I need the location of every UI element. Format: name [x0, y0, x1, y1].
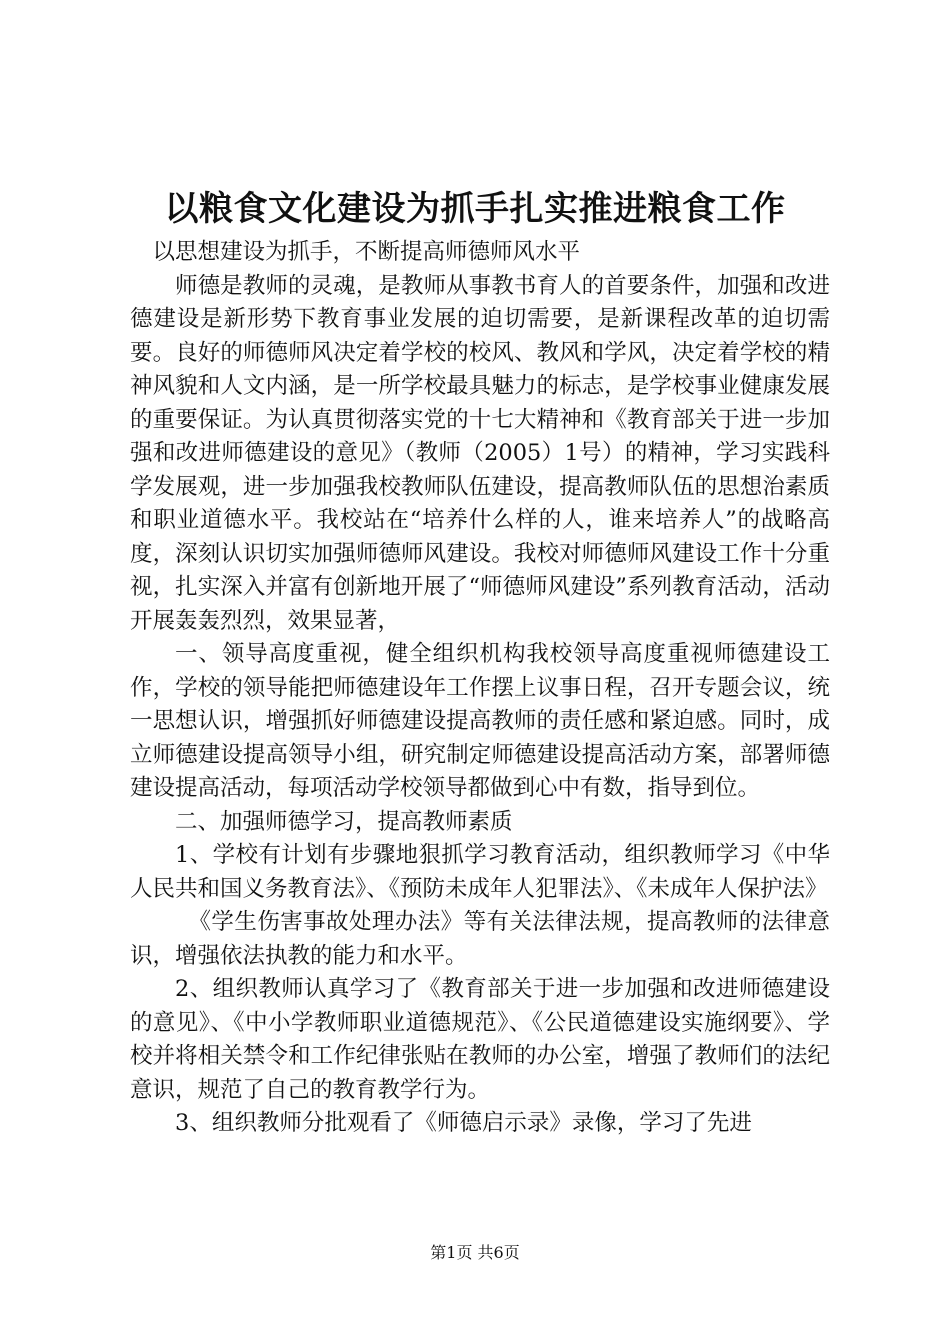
paragraph-leadership: 一、领导高度重视，健全组织机构我校领导高度重视师德建设工作，学校的领导能把师德建设年工作摆上议事日程，召开专题会议，统一思想认识，增强抓好师德建设提高教师的责任感和紧迫感。同时，成立师德建设提高领导小组，研究制定师德建设提高活动方案，部署师德建设提高活动，每项活动学校领导都做到心中有数，指导到位。 [130, 641, 830, 801]
paragraph-study-1-cont: 《学生伤害事故处理办法》等有关法律法规，提高教师的法律意识，增强依法执教的能力和水平。 [130, 909, 830, 969]
page-number: 第1页 共6页 [430, 1243, 520, 1262]
section-subtitle: 以思想建设为抓手，不断提高师德师风水平 [152, 239, 581, 265]
paragraph-study-3: 3、组织教师分批观看了《师德启示录》录像，学习了先进 [175, 1110, 752, 1136]
paragraph-study-1: 1、学校有计划有步骤地狠抓学习教育活动，组织教师学习《中华人民共和国义务教育法》、《预防未成年人犯罪法》、《未成年人保护法》 [130, 842, 830, 902]
paragraph-intro: 师德是教师的灵魂，是教师从事教书育人的首要条件，加强和改进德建设是新形势下教育事业发展的迫切需要，是新课程改革的迫切需要。良好的师德师风决定着学校的校风、教风和学风，决定着学校的精神风貌和人文内涵，是一所学校最具魅力的标志，是学校事业健康发展的重要保证。为认真贯彻落实党的十七大精神和《教育部关于进一步加强和改进师德建设的意见》（教师（2005）1号）的精神，学习实践科学发展观，进一步加强我校教师队伍建设，提高教师队伍的思想治素质和职业道德水平。我校站在“培养什么样的人，谁来培养人”的战略高度，深刻认识切实加强师德师风建设。我校对师德师风建设工作十分重视，扎实深入并富有创新地开展了“师德师风建设”系列教育活动，活动开展轰轰烈烈，效果显著， [130, 272, 830, 634]
paragraph-study-2: 2、组织教师认真学习了《教育部关于进一步加强和改进师德建设的意见》、《中小学教师职业道德规范》、《公民道德建设实施纲要》、学校并将相关禁令和工作纪律张贴在教师的办公室，增强了教师们的法纪意识，规范了自己的教育教学行为。 [130, 976, 830, 1103]
paragraph-heading-study: 二、加强师德学习，提高教师素质 [175, 808, 513, 835]
document-title: 以粮食文化建设为抓手扎实推进粮食工作 [164, 189, 786, 229]
document-body [130, 236, 830, 1141]
